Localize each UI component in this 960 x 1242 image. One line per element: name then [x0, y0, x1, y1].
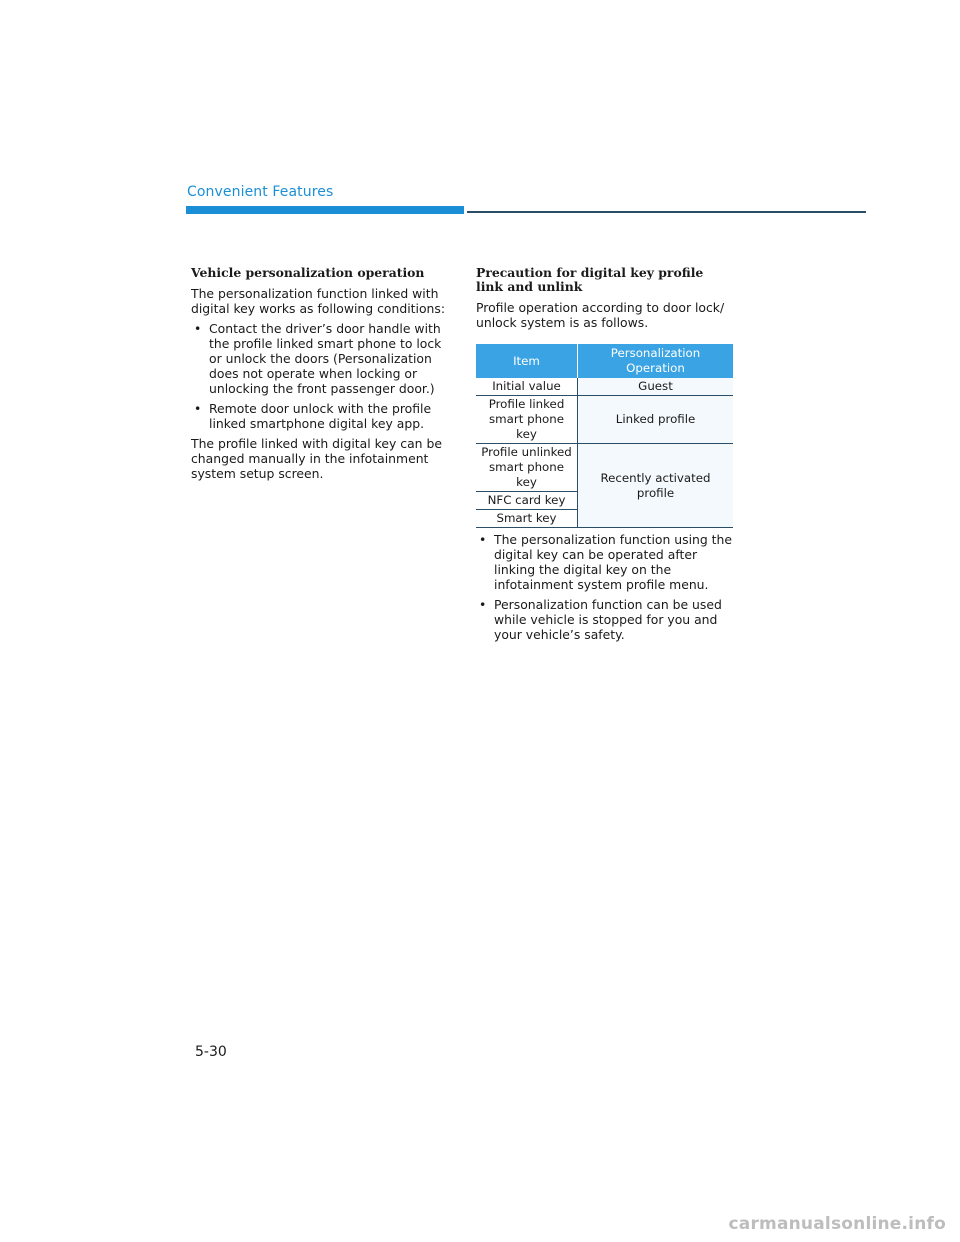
bullet-icon: • [479, 597, 487, 612]
table-cell-item: NFC card key [476, 492, 578, 510]
bullet-icon: • [479, 532, 487, 547]
table-cell-item: Initial value [476, 378, 578, 396]
outro-paragraph: The profile linked with digital key can be changed manually in the infotainment system setup screen. [191, 436, 442, 481]
list-item [191, 401, 449, 431]
table-cell-item: Smart key [476, 510, 578, 528]
intro-paragraph: The personalization function linked with digital key works as following conditions: [191, 286, 446, 316]
page-number: 5-30 [195, 1044, 227, 1060]
table-row [476, 444, 733, 492]
list-item-text: The personalization function using the digital key can be operated after linking the digital key on the infotainment system profile menu. [494, 532, 732, 592]
header-rule [467, 211, 866, 213]
table-cell-operation: Linked profile [578, 396, 734, 444]
table-header-operation: Personalization Operation [578, 344, 734, 378]
list-item [191, 321, 449, 396]
watermark: carmanualsonline.info [728, 1214, 946, 1234]
list-item [476, 597, 734, 642]
heading-precaution: Precaution for digital key profile link and unlink [476, 265, 704, 294]
table-cell-item: Profile linked smart phone key [476, 396, 578, 444]
table-cell-item: Profile unlinked smart phone key [476, 444, 578, 492]
table-cell-operation: Guest [578, 378, 734, 396]
table-header-item: Item [476, 344, 578, 378]
list-item-text: Remote door unlock with the profile linked smartphone digital key app. [209, 401, 432, 431]
section-title: Convenient Features [187, 184, 334, 200]
header-rule-accent [186, 206, 464, 214]
bullet-icon: • [194, 321, 202, 336]
bullet-icon: • [194, 401, 202, 416]
list-item-text: Contact the driver’s door handle with the profile linked smart phone to lock or unlock the doors (Personalization does not operate when locking or unlocking the front passenger door.) [209, 321, 442, 396]
list-item [476, 532, 734, 592]
intro-paragraph: Profile operation according to door lock/ unlock system is as follows. [476, 300, 725, 330]
conditions-list [191, 321, 449, 431]
table-cell-operation: Recently activated profile [578, 444, 734, 528]
left-column [191, 266, 449, 486]
right-column [476, 266, 734, 647]
profile-operation-table [476, 344, 733, 528]
table-row [476, 396, 733, 444]
table-row [476, 378, 733, 396]
list-item-text: Personalization function can be used while vehicle is stopped for you and your vehicle’s safety. [494, 597, 722, 642]
notes-list [476, 532, 734, 642]
heading-vehicle-personalization: Vehicle personalization operation [191, 265, 425, 280]
table-header-row [476, 344, 733, 378]
